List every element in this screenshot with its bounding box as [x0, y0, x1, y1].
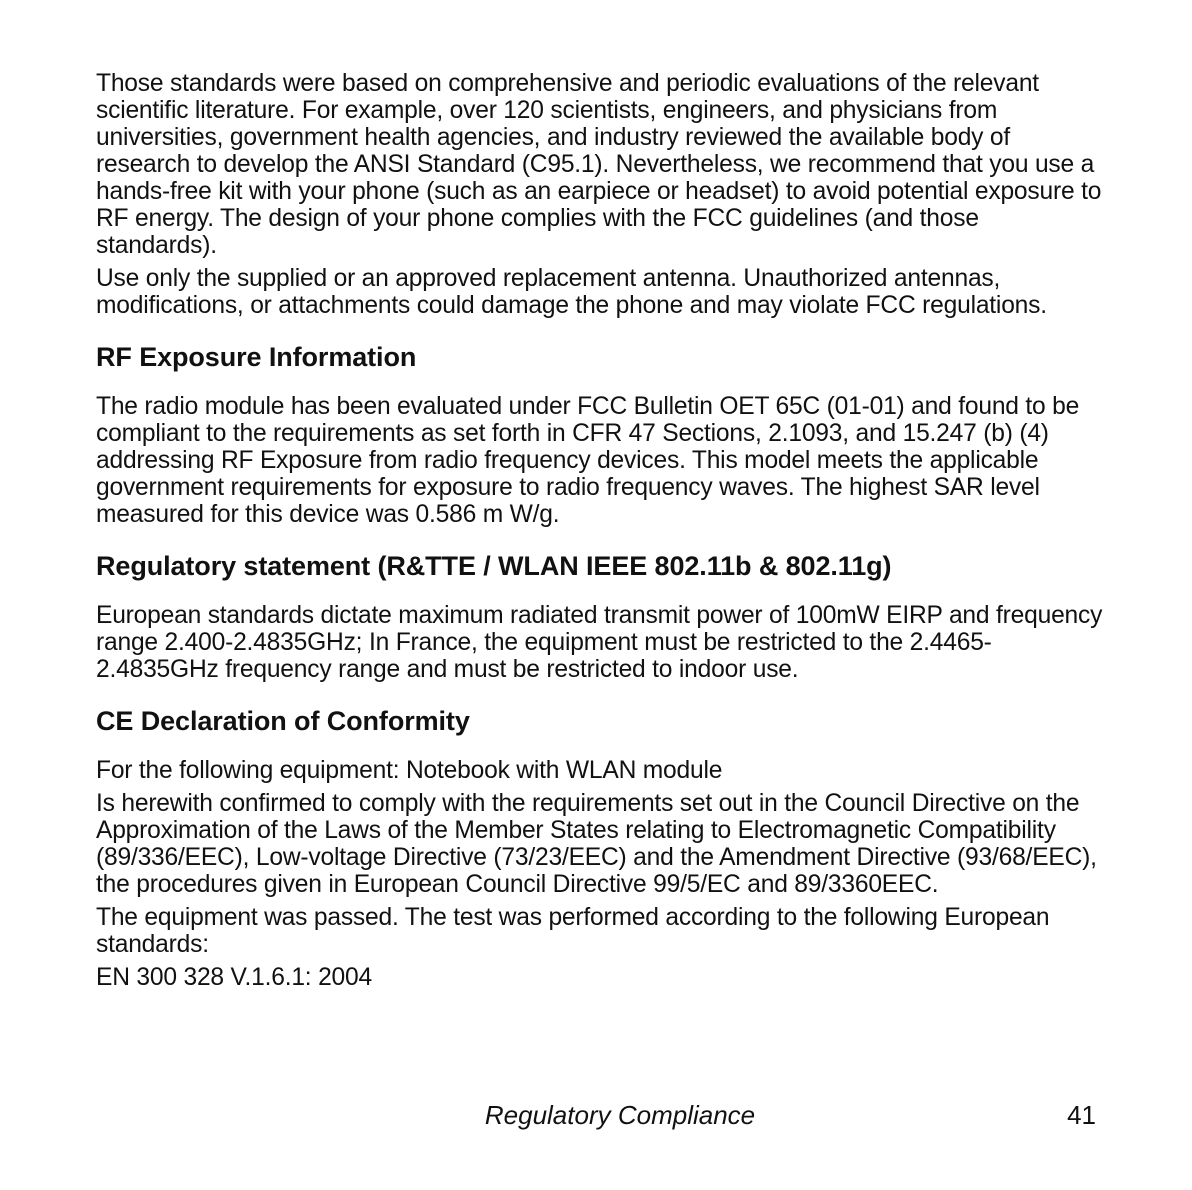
ce-standard-paragraph: EN 300 328 V.1.6.1: 2004	[96, 964, 372, 991]
ce-equipment-paragraph: For the following equipment: Notebook with WLAN module	[96, 757, 723, 784]
regulatory-statement-heading: Regulatory statement (R&TTE / WLAN IEEE 802.11b & 802.11g)	[96, 551, 892, 581]
ce-declaration-heading: CE Declaration of Conformity	[96, 706, 470, 736]
intro-paragraph-2: Use only the supplied or an approved replacement antenna. Unauthorized antennas, modifications, or attachments could damage the phone and may violate FCC regulations.	[96, 265, 1047, 319]
ce-test-paragraph: The equipment was passed. The test was performed according to the following European standards:	[96, 904, 1050, 958]
rf-exposure-paragraph: The radio module has been evaluated under FCC Bulletin OET 65C (01-01) and found to be compliant to the requirements as set forth in CFR 47 Sections, 2.1093, and 15.247 (b) (4) addressing RF Exposure from radio frequency devices. This model meets the applicable government requirements for exposure to radio frequency waves. The highest SAR level measured for this device was 0.586 m W/g.	[96, 393, 1080, 528]
ce-compliance-paragraph: Is herewith confirmed to comply with the requirements set out in the Council Directive on the Approximation of the Laws of the Member States relating to Electromagnetic Compatibility (89/336/EEC), Low-voltage Directive (73/23/EEC) and the Amendment Directive (93/68/EEC), the procedures given in European Council Directive 99/5/EC and 89/3360EEC.	[96, 790, 1097, 898]
intro-paragraph-1: Those standards were based on comprehensive and periodic evaluations of the relevant scientific literature. For example, over 120 scientists, engineers, and physicians from universities, government health agencies, and industry reviewed the available body of research to develop the ANSI Standard (C95.1). Nevertheless, we recommend that you use a hands-free kit with your phone (such as an earpiece or headset) to avoid potential exposure to RF energy. The design of your phone complies with the FCC guidelines (and those standards).	[96, 70, 1102, 259]
document-page	[96, 70, 1106, 997]
regulatory-statement-paragraph: European standards dictate maximum radiated transmit power of 100mW EIRP and frequency range 2.400-2.4835GHz; In France, the equipment must be restricted to the 2.4465-2.4835GHz frequency range and must be restricted to indoor use.	[96, 602, 1103, 683]
rf-exposure-heading: RF Exposure Information	[96, 342, 417, 372]
footer-title: Regulatory Compliance	[484, 1100, 756, 1130]
page-number: 41	[1067, 1100, 1096, 1130]
